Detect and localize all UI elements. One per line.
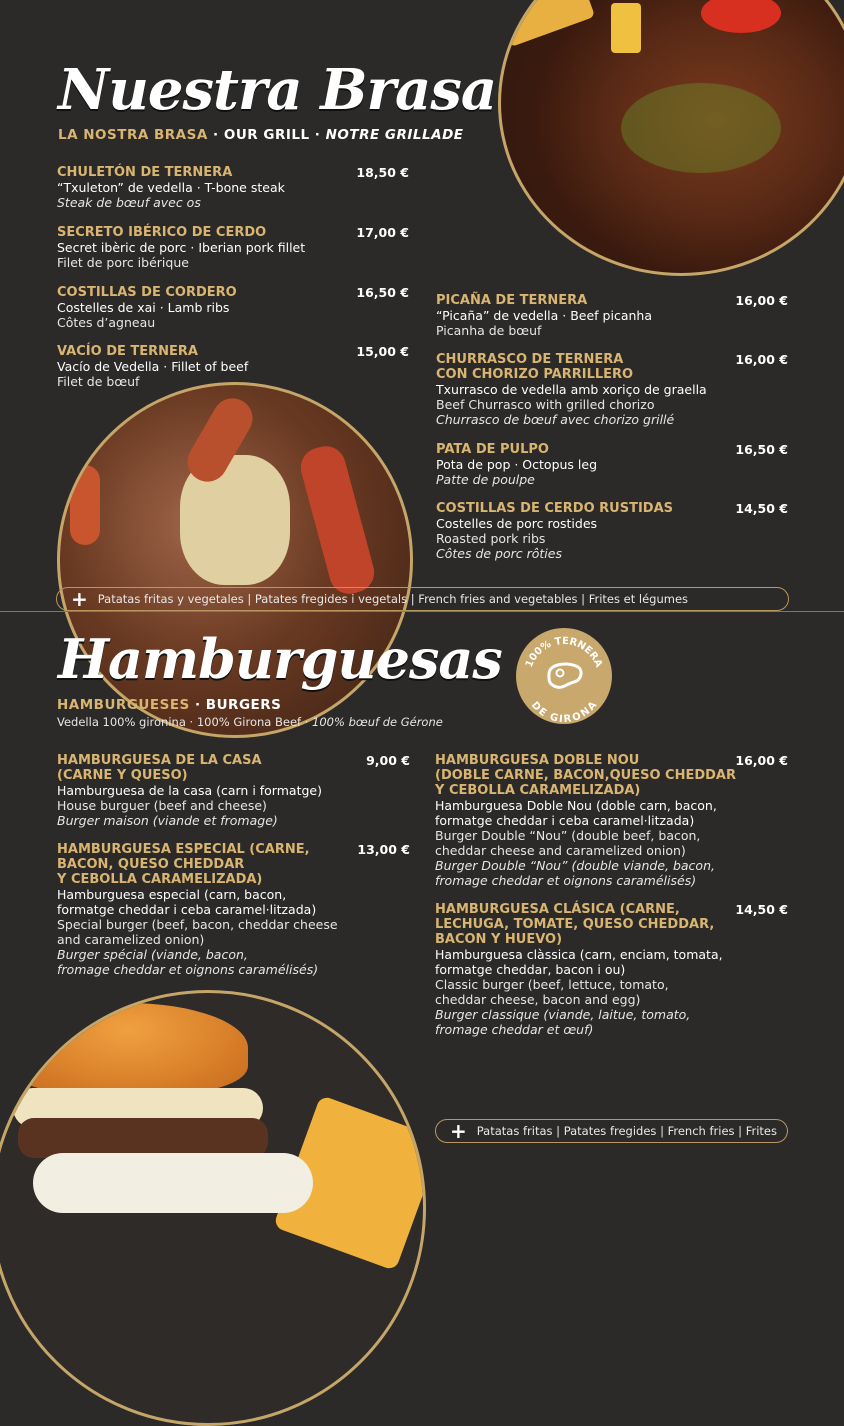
item-price: 13,00 € bbox=[357, 842, 410, 857]
item-name-line3: BACON Y HUEVO) bbox=[435, 932, 563, 947]
plus-icon: + bbox=[450, 1119, 467, 1143]
menu-item bbox=[436, 293, 788, 338]
item-price: 14,50 € bbox=[735, 902, 788, 917]
item-desc-ca: Txurrasco de vedella amb xoriço de graella bbox=[436, 382, 707, 397]
item-name: COSTILLAS DE CERDO RUSTIDAS bbox=[436, 501, 674, 516]
item-name-line2: LECHUGA, TOMATE, QUESO CHEDDAR, bbox=[435, 917, 715, 932]
steak-icon bbox=[549, 664, 581, 687]
item-desc-fr: Steak de bœuf avec os bbox=[57, 195, 201, 210]
item-price: 16,50 € bbox=[735, 442, 788, 457]
item-desc-fr: Picanha de bœuf bbox=[436, 323, 542, 338]
badge-top-text: 100% TERNERA bbox=[523, 635, 605, 670]
menu-item bbox=[57, 285, 409, 330]
item-desc-ca: Hamburguesa de la casa (carn i formatge) bbox=[57, 783, 322, 798]
menu-item bbox=[436, 501, 788, 561]
item-name-line2: CON CHORIZO PARRILLERO bbox=[436, 367, 634, 382]
item-desc-en: Classic burger (beef, lettuce, tomato, bbox=[435, 977, 669, 992]
burgers-subtitle bbox=[57, 697, 281, 713]
grill-title: Nuestra Brasa bbox=[58, 57, 497, 123]
item-desc-fr: Burger maison (viande et fromage) bbox=[57, 813, 278, 828]
grill-sides-note bbox=[56, 587, 789, 611]
item-desc-fr: Côtes de porc rôties bbox=[436, 546, 562, 561]
item-desc-fr-line2: fromage cheddar et œuf) bbox=[435, 1022, 594, 1037]
grill-subtitle-fr: NOTRE GRILLADE bbox=[325, 127, 464, 143]
menu-item bbox=[57, 344, 409, 389]
grill-sides-text: Patatas fritas y vegetales | Patates fregides i vegetals | French fries and vegetables | Frites et légumes bbox=[97, 592, 689, 606]
item-name: COSTILLAS DE CORDERO bbox=[57, 285, 237, 300]
item-name: HAMBURGUESA DE LA CASA bbox=[57, 753, 262, 768]
item-name: VACÍO DE TERNERA bbox=[57, 344, 198, 359]
item-desc-en: Special burger (beef, bacon, cheddar cheese bbox=[57, 917, 338, 932]
burgers-subtitle-ca: HAMBURGUESES bbox=[57, 697, 190, 713]
menu-item bbox=[57, 753, 410, 828]
burgers-origin bbox=[57, 715, 443, 729]
separator: · bbox=[309, 127, 326, 143]
item-price: 18,50 € bbox=[356, 165, 409, 180]
item-price: 15,00 € bbox=[356, 344, 409, 359]
menu-item bbox=[436, 352, 788, 427]
item-price: 17,00 € bbox=[356, 225, 409, 240]
item-price: 9,00 € bbox=[366, 753, 410, 768]
item-price: 14,50 € bbox=[735, 501, 788, 516]
item-desc-ca: Hamburguesa especial (carn, bacon, bbox=[57, 887, 287, 902]
item-desc-fr: Burger Double “Nou” (double viande, bacon, bbox=[435, 858, 715, 873]
grill-subtitle bbox=[58, 127, 464, 143]
grill-subtitle-en: OUR GRILL bbox=[223, 127, 310, 143]
item-price: 16,00 € bbox=[735, 352, 788, 367]
item-price: 16,50 € bbox=[356, 285, 409, 300]
grill-subtitle-ca: LA NOSTRA BRASA bbox=[58, 127, 208, 143]
item-desc-en-line2: and caramelized onion) bbox=[57, 932, 205, 947]
item-desc-en-line2: cheddar cheese, bacon and egg) bbox=[435, 992, 641, 1007]
item-desc-ca: “Picaña” de vedella · Beef picanha bbox=[436, 308, 653, 323]
item-desc-fr: Filet de bœuf bbox=[57, 374, 140, 389]
steak-photo bbox=[498, 0, 844, 276]
item-desc-fr-line2: fromage cheddar et oignons caramélisés) bbox=[57, 962, 319, 977]
item-name: HAMBURGUESA DOBLE NOU bbox=[435, 753, 640, 768]
section-divider bbox=[0, 611, 844, 612]
burgers-title: Hamburguesas bbox=[58, 627, 502, 691]
plus-icon: + bbox=[71, 587, 88, 611]
item-name: HAMBURGUESA CLÁSICA (CARNE, bbox=[435, 902, 680, 917]
menu-item bbox=[435, 753, 788, 888]
item-desc-ca: Pota de pop · Octopus leg bbox=[436, 457, 598, 472]
item-price: 16,00 € bbox=[735, 293, 788, 308]
item-name: CHURRASCO DE TERNERA bbox=[436, 352, 624, 367]
item-desc-fr: Patte de poulpe bbox=[436, 472, 535, 487]
item-name-line2: BACON, QUESO CHEDDAR bbox=[57, 857, 245, 872]
item-name: PICAÑA DE TERNERA bbox=[436, 293, 588, 308]
item-desc-fr: Burger spécial (viande, bacon, bbox=[57, 947, 248, 962]
item-name-line3: Y CEBOLLA CARAMELIZADA) bbox=[57, 872, 263, 887]
item-desc-fr: Burger classique (viande, laitue, tomato, bbox=[435, 1007, 691, 1022]
item-desc-ca: Secret ibèric de porc · Iberian pork fillet bbox=[57, 240, 306, 255]
item-desc-en: Burger Double “Nou” (double beef, bacon, bbox=[435, 828, 701, 843]
separator: · bbox=[189, 697, 206, 713]
item-desc-ca: Costelles de xai · Lamb ribs bbox=[57, 300, 230, 315]
item-desc-fr: Filet de porc ibérique bbox=[57, 255, 189, 270]
item-desc-ca-line2: formatge cheddar, bacon i ou) bbox=[435, 962, 626, 977]
item-desc-ca: “Txuleton” de vedella · T-bone steak bbox=[57, 180, 285, 195]
item-price: 16,00 € bbox=[735, 753, 788, 768]
svg-text:DE GIRONA bbox=[529, 700, 600, 724]
item-desc-fr: Côtes d’agneau bbox=[57, 315, 156, 330]
item-desc-ca: Costelles de porc rostides bbox=[436, 516, 598, 531]
menu-item bbox=[57, 165, 409, 210]
item-desc-en: Beef Churrasco with grilled chorizo bbox=[436, 397, 655, 412]
girona-beef-badge bbox=[516, 628, 612, 724]
item-desc-ca: Hamburguesa clàssica (carn, enciam, tomata, bbox=[435, 947, 723, 962]
item-desc-ca-line2: formatge cheddar i ceba caramel·litzada) bbox=[57, 902, 317, 917]
origin-fr: 100% bœuf de Gérone bbox=[312, 715, 443, 729]
menu-item bbox=[57, 842, 410, 977]
item-desc-ca: Vacío de Vedella · Fillet of beef bbox=[57, 359, 249, 374]
burgers-sides-text: Patatas fritas | Patates fregides | French fries | Frites bbox=[476, 1124, 777, 1138]
item-desc-ca: Hamburguesa Doble Nou (doble carn, bacon, bbox=[435, 798, 717, 813]
item-desc-en: Roasted pork ribs bbox=[436, 531, 546, 546]
burger-photo bbox=[0, 990, 426, 1426]
badge-ring bbox=[516, 628, 612, 724]
item-name: PATA DE PULPO bbox=[436, 442, 549, 457]
item-name-line3: Y CEBOLLA CARAMELIZADA) bbox=[435, 783, 641, 798]
item-name: SECRETO IBÉRICO DE CERDO bbox=[57, 225, 267, 240]
item-name-line2: (DOBLE CARNE, BACON,QUESO CHEDDAR bbox=[435, 768, 736, 783]
separator: · bbox=[207, 127, 224, 143]
item-desc-en-line2: cheddar cheese and caramelized onion) bbox=[435, 843, 686, 858]
item-name-line2: (CARNE Y QUESO) bbox=[57, 768, 188, 783]
item-desc-fr-line2: fromage cheddar et oignons caramélisés) bbox=[435, 873, 697, 888]
menu-item bbox=[57, 225, 409, 270]
menu-item bbox=[435, 902, 788, 1037]
burgers-sides-note bbox=[435, 1119, 788, 1143]
menu-item bbox=[436, 442, 788, 487]
burgers-subtitle-en: BURGERS bbox=[205, 697, 282, 713]
origin-ca-en: Vedella 100% gironina · 100% Girona Beef · bbox=[57, 715, 313, 729]
item-desc-fr: Churrasco de bœuf avec chorizo grillé bbox=[436, 412, 675, 427]
item-name: CHULETÓN DE TERNERA bbox=[57, 165, 233, 180]
badge-bottom-text: DE GIRONA bbox=[528, 699, 600, 724]
item-name: HAMBURGUESA ESPECIAL (CARNE, bbox=[57, 842, 310, 857]
item-desc-ca-line2: formatge cheddar i ceba caramel·litzada) bbox=[435, 813, 695, 828]
item-desc-en: House burguer (beef and cheese) bbox=[57, 798, 267, 813]
